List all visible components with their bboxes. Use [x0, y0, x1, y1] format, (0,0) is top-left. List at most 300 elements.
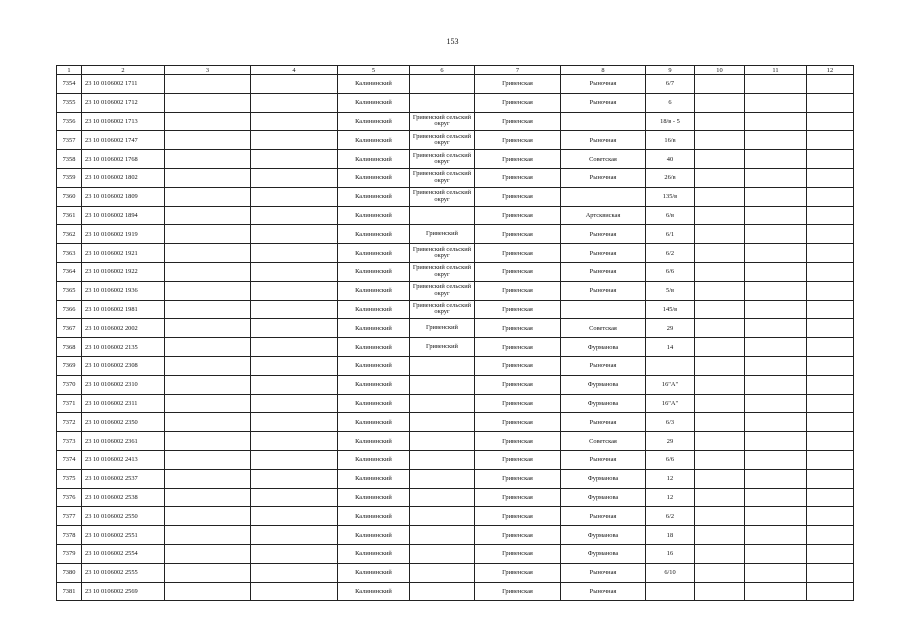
house-number-cell: 16"А": [646, 375, 695, 394]
empty-cell: [251, 544, 338, 563]
empty-cell: [695, 131, 745, 150]
house-number-cell: 18/в - 5: [646, 112, 695, 131]
table-row: [57, 93, 854, 112]
empty-cell: [807, 375, 854, 394]
empty-cell: [745, 375, 807, 394]
table-row: [57, 526, 854, 545]
empty-cell: [695, 488, 745, 507]
district-cell: Калининский: [338, 112, 410, 131]
empty-cell: [807, 319, 854, 338]
okrug-cell: [410, 563, 475, 582]
table-row: [57, 300, 854, 319]
district-cell: Калининский: [338, 93, 410, 112]
table-row: [57, 488, 854, 507]
empty-cell: [251, 112, 338, 131]
cadastral-number-cell: 23 10 0106002 2002: [82, 319, 165, 338]
district-cell: Калининский: [338, 450, 410, 469]
house-number-cell: [646, 356, 695, 375]
street-cell: Советская: [561, 150, 646, 169]
empty-cell: [251, 432, 338, 451]
okrug-cell: Гривенский сельский округ: [410, 187, 475, 206]
district-cell: Калининский: [338, 394, 410, 413]
empty-cell: [165, 526, 251, 545]
okrug-cell: [410, 413, 475, 432]
empty-cell: [165, 356, 251, 375]
okrug-cell: [410, 432, 475, 451]
empty-cell: [695, 93, 745, 112]
empty-cell: [745, 168, 807, 187]
cadastral-number-cell: 23 10 0106002 1712: [82, 93, 165, 112]
settlement-cell: Гривенская: [475, 507, 561, 526]
empty-cell: [165, 582, 251, 601]
empty-cell: [695, 563, 745, 582]
empty-cell: [807, 356, 854, 375]
record-number-cell: 7361: [57, 206, 82, 225]
cadastral-number-cell: 23 10 0106002 1747: [82, 131, 165, 150]
empty-cell: [807, 526, 854, 545]
cadastral-number-cell: 23 10 0106002 2308: [82, 356, 165, 375]
empty-cell: [165, 75, 251, 94]
record-number-cell: 7376: [57, 488, 82, 507]
house-number-cell: 6/10: [646, 563, 695, 582]
house-number-cell: 6: [646, 93, 695, 112]
okrug-cell: [410, 507, 475, 526]
house-number-cell: 12: [646, 469, 695, 488]
house-number-cell: 6/3: [646, 413, 695, 432]
cadastral-number-cell: 23 10 0106002 1922: [82, 262, 165, 281]
settlement-cell: Гривенская: [475, 375, 561, 394]
column-header: 1: [57, 66, 82, 75]
okrug-cell: [410, 206, 475, 225]
district-cell: Калининский: [338, 338, 410, 357]
house-number-cell: [646, 582, 695, 601]
okrug-cell: [410, 488, 475, 507]
table-row: [57, 450, 854, 469]
empty-cell: [745, 244, 807, 263]
empty-cell: [745, 450, 807, 469]
house-number-cell: 18: [646, 526, 695, 545]
empty-cell: [807, 413, 854, 432]
okrug-cell: Гривенский: [410, 338, 475, 357]
empty-cell: [165, 262, 251, 281]
settlement-cell: Гривенская: [475, 544, 561, 563]
house-number-cell: 6/2: [646, 244, 695, 263]
empty-cell: [807, 450, 854, 469]
empty-cell: [745, 131, 807, 150]
okrug-cell: [410, 93, 475, 112]
okrug-cell: [410, 394, 475, 413]
settlement-cell: Гривенская: [475, 338, 561, 357]
record-number-cell: 7362: [57, 225, 82, 244]
district-cell: Калининский: [338, 168, 410, 187]
empty-cell: [165, 413, 251, 432]
settlement-cell: Гривенская: [475, 112, 561, 131]
empty-cell: [745, 93, 807, 112]
settlement-cell: Гривенская: [475, 150, 561, 169]
okrug-cell: Гривенский сельский округ: [410, 281, 475, 300]
street-cell: Рыночная: [561, 225, 646, 244]
table-row: [57, 112, 854, 131]
empty-cell: [251, 356, 338, 375]
empty-cell: [165, 150, 251, 169]
cadastral-number-cell: 23 10 0106002 1802: [82, 168, 165, 187]
record-number-cell: 7367: [57, 319, 82, 338]
street-cell: [561, 112, 646, 131]
empty-cell: [807, 150, 854, 169]
empty-cell: [165, 432, 251, 451]
street-cell: Рыночная: [561, 93, 646, 112]
street-cell: Рыночная: [561, 262, 646, 281]
okrug-cell: [410, 526, 475, 545]
empty-cell: [165, 93, 251, 112]
table-row: [57, 375, 854, 394]
empty-cell: [745, 338, 807, 357]
house-number-cell: 16: [646, 544, 695, 563]
empty-cell: [745, 526, 807, 545]
empty-cell: [745, 262, 807, 281]
table-row: [57, 563, 854, 582]
empty-cell: [807, 112, 854, 131]
empty-cell: [695, 450, 745, 469]
settlement-cell: Гривенская: [475, 131, 561, 150]
empty-cell: [165, 206, 251, 225]
street-cell: Советская: [561, 432, 646, 451]
empty-cell: [745, 432, 807, 451]
district-cell: Калининский: [338, 300, 410, 319]
street-cell: Рыночная: [561, 131, 646, 150]
header-row: [57, 66, 854, 75]
table-row: [57, 187, 854, 206]
record-number-cell: 7364: [57, 262, 82, 281]
table-row: [57, 432, 854, 451]
empty-cell: [695, 168, 745, 187]
cadastral-number-cell: 23 10 0106002 1711: [82, 75, 165, 94]
column-header: 2: [82, 66, 165, 75]
settlement-cell: Гривенская: [475, 582, 561, 601]
street-cell: Рыночная: [561, 450, 646, 469]
empty-cell: [251, 206, 338, 225]
empty-cell: [745, 112, 807, 131]
street-cell: Рыночная: [561, 281, 646, 300]
empty-cell: [807, 488, 854, 507]
empty-cell: [251, 507, 338, 526]
okrug-cell: Гривенский: [410, 319, 475, 338]
okrug-cell: [410, 375, 475, 394]
empty-cell: [695, 526, 745, 545]
empty-cell: [695, 262, 745, 281]
table-row: [57, 75, 854, 94]
record-number-cell: 7378: [57, 526, 82, 545]
empty-cell: [695, 244, 745, 263]
district-cell: Калининский: [338, 413, 410, 432]
street-cell: Рыночная: [561, 168, 646, 187]
empty-cell: [251, 338, 338, 357]
street-cell: [561, 300, 646, 319]
empty-cell: [745, 488, 807, 507]
district-cell: Калининский: [338, 262, 410, 281]
okrug-cell: Гривенский сельский округ: [410, 131, 475, 150]
empty-cell: [807, 225, 854, 244]
street-cell: Рыночная: [561, 507, 646, 526]
street-cell: Рыночная: [561, 413, 646, 432]
settlement-cell: Гривенская: [475, 394, 561, 413]
district-cell: Калининский: [338, 526, 410, 545]
empty-cell: [745, 469, 807, 488]
table-row: [57, 150, 854, 169]
okrug-cell: [410, 450, 475, 469]
district-cell: Калининский: [338, 432, 410, 451]
record-number-cell: 7371: [57, 394, 82, 413]
empty-cell: [251, 168, 338, 187]
okrug-cell: [410, 356, 475, 375]
record-number-cell: 7381: [57, 582, 82, 601]
column-header: 12: [807, 66, 854, 75]
district-cell: Калининский: [338, 150, 410, 169]
empty-cell: [807, 582, 854, 601]
empty-cell: [745, 507, 807, 526]
record-number-cell: 7356: [57, 112, 82, 131]
district-cell: Калининский: [338, 563, 410, 582]
empty-cell: [251, 582, 338, 601]
street-cell: Фурманова: [561, 338, 646, 357]
house-number-cell: 6/6: [646, 262, 695, 281]
empty-cell: [745, 300, 807, 319]
house-number-cell: 40: [646, 150, 695, 169]
empty-cell: [695, 338, 745, 357]
empty-cell: [165, 225, 251, 244]
okrug-cell: Гривенский сельский округ: [410, 244, 475, 263]
table-row: [57, 413, 854, 432]
empty-cell: [165, 300, 251, 319]
table-row: [57, 319, 854, 338]
column-header: 6: [410, 66, 475, 75]
column-header: 9: [646, 66, 695, 75]
cadastral-number-cell: 23 10 0106002 2413: [82, 450, 165, 469]
empty-cell: [695, 281, 745, 300]
empty-cell: [165, 544, 251, 563]
table-row: [57, 262, 854, 281]
record-number-cell: 7354: [57, 75, 82, 94]
empty-cell: [165, 187, 251, 206]
cadastral-number-cell: 23 10 0106002 2554: [82, 544, 165, 563]
empty-cell: [251, 281, 338, 300]
empty-cell: [807, 131, 854, 150]
empty-cell: [251, 93, 338, 112]
empty-cell: [807, 187, 854, 206]
record-number-cell: 7366: [57, 300, 82, 319]
settlement-cell: Гривенская: [475, 206, 561, 225]
empty-cell: [695, 225, 745, 244]
empty-cell: [695, 375, 745, 394]
street-cell: Рыночная: [561, 356, 646, 375]
empty-cell: [807, 281, 854, 300]
registry-table: [56, 65, 854, 601]
table-row: [57, 582, 854, 601]
empty-cell: [251, 300, 338, 319]
district-cell: Калининский: [338, 206, 410, 225]
empty-cell: [745, 75, 807, 94]
district-cell: Калининский: [338, 544, 410, 563]
cadastral-number-cell: 23 10 0106002 2361: [82, 432, 165, 451]
record-number-cell: 7368: [57, 338, 82, 357]
empty-cell: [165, 281, 251, 300]
house-number-cell: 14: [646, 338, 695, 357]
house-number-cell: 6/в: [646, 206, 695, 225]
empty-cell: [807, 469, 854, 488]
empty-cell: [695, 507, 745, 526]
empty-cell: [807, 262, 854, 281]
settlement-cell: Гривенская: [475, 563, 561, 582]
table-row: [57, 281, 854, 300]
record-number-cell: 7374: [57, 450, 82, 469]
house-number-cell: 6/6: [646, 450, 695, 469]
empty-cell: [165, 375, 251, 394]
empty-cell: [745, 394, 807, 413]
empty-cell: [251, 150, 338, 169]
empty-cell: [165, 168, 251, 187]
table-row: [57, 394, 854, 413]
settlement-cell: Гривенская: [475, 319, 561, 338]
empty-cell: [745, 150, 807, 169]
cadastral-number-cell: 23 10 0106002 2555: [82, 563, 165, 582]
empty-cell: [695, 112, 745, 131]
table-row: [57, 544, 854, 563]
street-cell: Фурманова: [561, 526, 646, 545]
cadastral-number-cell: 23 10 0106002 1981: [82, 300, 165, 319]
empty-cell: [807, 432, 854, 451]
empty-cell: [745, 281, 807, 300]
district-cell: Калининский: [338, 469, 410, 488]
district-cell: Калининский: [338, 281, 410, 300]
empty-cell: [165, 450, 251, 469]
empty-cell: [807, 394, 854, 413]
empty-cell: [695, 413, 745, 432]
okrug-cell: Гривенский сельский округ: [410, 112, 475, 131]
record-number-cell: 7379: [57, 544, 82, 563]
cadastral-number-cell: 23 10 0106002 1921: [82, 244, 165, 263]
column-header: 7: [475, 66, 561, 75]
settlement-cell: Гривенская: [475, 356, 561, 375]
okrug-cell: Гривенский сельский округ: [410, 168, 475, 187]
table-row: [57, 168, 854, 187]
empty-cell: [745, 225, 807, 244]
settlement-cell: Гривенская: [475, 75, 561, 94]
column-header: 3: [165, 66, 251, 75]
settlement-cell: Гривенская: [475, 413, 561, 432]
empty-cell: [745, 187, 807, 206]
street-cell: Фурманова: [561, 375, 646, 394]
empty-cell: [695, 544, 745, 563]
settlement-cell: Гривенская: [475, 262, 561, 281]
district-cell: Калининский: [338, 582, 410, 601]
district-cell: Калининский: [338, 131, 410, 150]
record-number-cell: 7359: [57, 168, 82, 187]
settlement-cell: Гривенская: [475, 281, 561, 300]
settlement-cell: Гривенская: [475, 93, 561, 112]
district-cell: Калининский: [338, 75, 410, 94]
column-header: 10: [695, 66, 745, 75]
district-cell: Калининский: [338, 319, 410, 338]
okrug-cell: Гривенский сельский округ: [410, 262, 475, 281]
district-cell: Калининский: [338, 356, 410, 375]
empty-cell: [807, 168, 854, 187]
cadastral-number-cell: 23 10 0106002 1936: [82, 281, 165, 300]
empty-cell: [807, 507, 854, 526]
record-number-cell: 7360: [57, 187, 82, 206]
record-number-cell: 7380: [57, 563, 82, 582]
house-number-cell: 26/в: [646, 168, 695, 187]
house-number-cell: 16/в: [646, 131, 695, 150]
settlement-cell: Гривенская: [475, 187, 561, 206]
empty-cell: [251, 319, 338, 338]
okrug-cell: [410, 582, 475, 601]
okrug-cell: Гривенский сельский округ: [410, 150, 475, 169]
record-number-cell: 7372: [57, 413, 82, 432]
house-number-cell: 12: [646, 488, 695, 507]
column-header: 8: [561, 66, 646, 75]
settlement-cell: Гривенская: [475, 300, 561, 319]
district-cell: Калининский: [338, 375, 410, 394]
empty-cell: [251, 526, 338, 545]
street-cell: Рыночная: [561, 75, 646, 94]
cadastral-number-cell: 23 10 0106002 2537: [82, 469, 165, 488]
settlement-cell: Гривенская: [475, 488, 561, 507]
street-cell: Рыночная: [561, 582, 646, 601]
empty-cell: [745, 582, 807, 601]
okrug-cell: Гривенский: [410, 225, 475, 244]
record-number-cell: 7373: [57, 432, 82, 451]
record-number-cell: 7375: [57, 469, 82, 488]
empty-cell: [695, 469, 745, 488]
empty-cell: [165, 319, 251, 338]
table-row: [57, 338, 854, 357]
empty-cell: [745, 563, 807, 582]
empty-cell: [745, 319, 807, 338]
table-row: [57, 356, 854, 375]
empty-cell: [165, 507, 251, 526]
empty-cell: [251, 75, 338, 94]
house-number-cell: 145/в: [646, 300, 695, 319]
column-header: 5: [338, 66, 410, 75]
table-row: [57, 469, 854, 488]
empty-cell: [745, 356, 807, 375]
cadastral-number-cell: 23 10 0106002 1919: [82, 225, 165, 244]
record-number-cell: 7357: [57, 131, 82, 150]
record-number-cell: 7377: [57, 507, 82, 526]
settlement-cell: Гривенская: [475, 432, 561, 451]
empty-cell: [745, 413, 807, 432]
empty-cell: [251, 488, 338, 507]
empty-cell: [165, 244, 251, 263]
table-row: [57, 225, 854, 244]
okrug-cell: [410, 544, 475, 563]
record-number-cell: 7363: [57, 244, 82, 263]
house-number-cell: 6/1: [646, 225, 695, 244]
cadastral-number-cell: 23 10 0106002 1894: [82, 206, 165, 225]
house-number-cell: 29: [646, 432, 695, 451]
house-number-cell: 135/в: [646, 187, 695, 206]
column-header: 4: [251, 66, 338, 75]
house-number-cell: 16"А": [646, 394, 695, 413]
empty-cell: [695, 75, 745, 94]
street-cell: Фурманова: [561, 394, 646, 413]
district-cell: Калининский: [338, 244, 410, 263]
empty-cell: [695, 432, 745, 451]
record-number-cell: 7369: [57, 356, 82, 375]
street-cell: Советская: [561, 319, 646, 338]
house-number-cell: 5/в: [646, 281, 695, 300]
district-cell: Калининский: [338, 225, 410, 244]
